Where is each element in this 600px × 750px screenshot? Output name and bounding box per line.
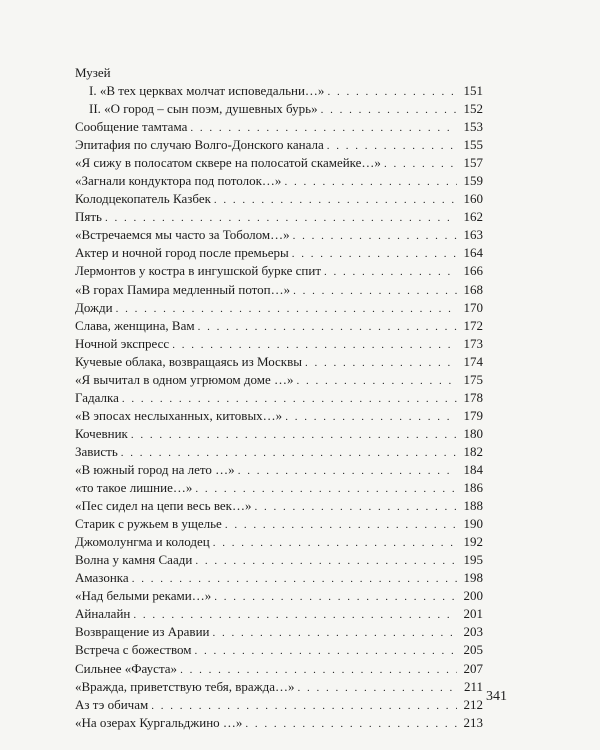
toc-entry: [75, 533, 483, 551]
toc-entry: [75, 623, 483, 641]
toc-entry-title: «Загнали кондуктора под потолок…»: [75, 173, 282, 189]
toc-entry-page: 195: [463, 552, 483, 568]
dot-leader: [213, 534, 457, 552]
toc-entry-title: «В горах Памира медленный потоп…»: [75, 281, 291, 297]
dot-leader: [293, 227, 457, 245]
toc-entry-title: Гадалка: [75, 389, 119, 405]
toc-entry-title: Эпитафия по случаю Волго-Донского канала: [75, 137, 324, 153]
toc-entry-page: 198: [463, 570, 483, 586]
dot-leader: [321, 101, 457, 119]
toc-entry: [75, 190, 483, 208]
toc-entry-title: Кучевые облака, возвращаясь из Москвы: [75, 353, 302, 369]
toc-entry-title: Волна у камня Саади: [75, 552, 193, 568]
dot-leader: [121, 444, 457, 462]
dot-leader: [131, 426, 457, 444]
toc-entry-page: 207: [463, 660, 483, 676]
toc-entry: [75, 479, 483, 497]
toc-entry-title: «Вражда, приветствую тебя, вражда…»: [75, 678, 295, 694]
toc-entry: [75, 605, 483, 623]
toc-entry: [75, 515, 483, 533]
section-title: Музей: [75, 65, 111, 80]
dot-leader: [254, 498, 457, 516]
dot-leader: [190, 119, 457, 137]
dot-leader: [285, 408, 457, 426]
dot-leader: [198, 318, 457, 336]
dot-leader: [132, 570, 457, 588]
toc-entry-page: 201: [463, 606, 483, 622]
toc-entry: [75, 82, 483, 100]
toc-entry: [75, 353, 483, 371]
dot-leader: [324, 263, 457, 281]
toc-entry: [75, 696, 483, 714]
toc-entry-title: Возвращение из Аравии: [75, 624, 210, 640]
toc-entry-title: «то такое лишние…»: [75, 480, 193, 496]
toc-entry-title: «В южный город на лето …»: [75, 461, 235, 477]
toc-entry: [75, 136, 483, 154]
dot-leader: [293, 282, 457, 300]
toc-entry-title: «Над белыми реками…»: [75, 588, 212, 604]
toc-entry: [75, 172, 483, 190]
toc-entry-title: Зависть: [75, 443, 118, 459]
toc-entry: [75, 714, 483, 732]
toc-entry-title: Джомолунгма и колодец: [75, 534, 210, 550]
toc-entry: [75, 641, 483, 659]
dot-leader: [297, 372, 457, 390]
toc-entry-title: Старик с ружьем в ущелье: [75, 516, 222, 532]
toc-entry: [75, 678, 483, 696]
toc-entry-title: Слава, женщина, Вам: [75, 317, 195, 333]
toc-entry-page: 186: [463, 480, 483, 496]
toc-entry-page: 184: [463, 461, 483, 477]
toc-entry-title: Сообщение тамтама: [75, 119, 188, 135]
toc-entry: [75, 389, 483, 407]
dot-leader: [214, 588, 457, 606]
toc-entry: [75, 371, 483, 389]
toc-entry-page: 160: [463, 191, 483, 207]
toc-entry-title: «Я сижу в полосатом сквере на полосатой скамейке…»: [75, 155, 381, 171]
toc-entry-page: 164: [463, 245, 483, 261]
toc-entry-title: «Встречаемся мы часто за Тоболом…»: [75, 227, 290, 243]
dot-leader: [180, 661, 457, 679]
toc-entry-page: 151: [463, 83, 483, 98]
dot-leader: [214, 191, 457, 209]
toc-entry: [75, 660, 483, 678]
dot-leader: [116, 300, 457, 318]
dot-leader: [298, 679, 458, 697]
toc-entry-page: 188: [463, 498, 483, 514]
dot-leader: [384, 155, 457, 173]
toc-entry: [75, 587, 483, 605]
toc-entry-title: Встреча с божеством: [75, 642, 192, 658]
toc-entry-title: Ночной экспресс: [75, 335, 170, 351]
toc-entry: [75, 497, 483, 515]
dot-leader: [245, 715, 457, 733]
toc-entry-page: 200: [463, 588, 483, 604]
toc-entry: [75, 208, 483, 226]
toc-entry-page: 170: [463, 299, 483, 315]
toc-entry: [75, 317, 483, 335]
toc-entry-title: «На озерах Кургальджино …»: [75, 714, 243, 730]
toc-entry-title: Лермонтов у костра в ингушской бурке спит: [75, 263, 322, 279]
dot-leader: [212, 624, 457, 642]
page-number: 341: [486, 689, 507, 704]
toc-entry-page: 192: [463, 534, 483, 550]
toc-entry: [75, 244, 483, 262]
table-of-contents: [75, 64, 483, 732]
toc-entry-page: 159: [463, 173, 483, 189]
toc-entry-title: Айналайн: [75, 606, 131, 622]
dot-leader: [225, 516, 457, 534]
toc-entry-page: 180: [463, 425, 483, 441]
toc-entry-page: 211: [463, 678, 483, 694]
toc-entry-page: 182: [463, 443, 483, 459]
toc-entry: [75, 461, 483, 479]
toc-entry: [75, 551, 483, 569]
toc-entry: [75, 281, 483, 299]
toc-entry-page: 190: [463, 516, 483, 532]
dot-leader: [305, 354, 457, 372]
toc-entry: [75, 100, 483, 118]
toc-entry-title: Амазонка: [75, 570, 129, 586]
toc-entry-page: 155: [463, 137, 483, 153]
dot-leader: [151, 697, 457, 715]
toc-entry: [75, 335, 483, 353]
toc-entry-page: 203: [463, 624, 483, 640]
toc-entry-title: Актер и ночной город после премьеры: [75, 245, 289, 261]
toc-entry-page: 168: [463, 281, 483, 297]
dot-leader: [284, 173, 457, 191]
toc-entry-page: 213: [463, 714, 483, 730]
toc-entry: [75, 425, 483, 443]
toc-entry-title: Аз тэ обичам: [75, 696, 149, 712]
toc-entry-title: I. «В тех церквах молчат исповедальни…»: [89, 83, 325, 98]
toc-entry-page: 172: [463, 317, 483, 333]
toc-entry-page: 205: [463, 642, 483, 658]
toc-entry-page: 157: [463, 155, 483, 171]
toc-entry-page: 153: [463, 119, 483, 135]
dot-leader: [194, 642, 457, 660]
toc-entry-page: 166: [463, 263, 483, 279]
dot-leader: [172, 336, 457, 354]
toc-entry-title: Пять: [75, 209, 102, 225]
toc-entry-title: «Я вычитал в одном угрюмом доме …»: [75, 371, 294, 387]
toc-entry-title: «В эпосах неслыханных, китовых…»: [75, 407, 283, 423]
toc-entry-page: 173: [463, 335, 483, 351]
dot-leader: [327, 137, 457, 155]
dot-leader: [195, 480, 457, 498]
dot-leader: [292, 245, 457, 263]
toc-entry-page: 174: [463, 353, 483, 369]
toc-entry: [75, 569, 483, 587]
toc-entry: [75, 154, 483, 172]
dot-leader: [105, 209, 457, 227]
toc-entry-page: 178: [463, 389, 483, 405]
toc-entry-page: 152: [463, 101, 483, 117]
dot-leader: [122, 390, 457, 408]
toc-entry-title: Кочевник: [75, 425, 128, 441]
toc-entry: [75, 262, 483, 280]
toc-entry-title: Дожди: [75, 299, 113, 315]
toc-entry-page: 163: [463, 227, 483, 243]
toc-entry: [75, 407, 483, 425]
toc-entry-page: 179: [463, 407, 483, 423]
toc-entry: [75, 299, 483, 317]
dot-leader: [195, 552, 457, 570]
toc-entry-page: 162: [463, 209, 483, 225]
dot-leader: [133, 606, 457, 624]
toc-entry-title: Колодцекопатель Казбек: [75, 191, 211, 207]
toc-entry: [75, 118, 483, 136]
toc-entry-title: II. «О город – сын поэм, душевных бурь»: [89, 101, 318, 117]
toc-entry-title: Сильнее «Фауста»: [75, 660, 178, 676]
toc-entry: [75, 443, 483, 461]
toc-entry-title: «Пес сидел на цепи весь век…»: [75, 498, 252, 514]
dot-leader: [238, 462, 457, 480]
toc-entry-page: 175: [463, 371, 483, 387]
dot-leader: [327, 83, 457, 101]
toc-entry-page: 212: [463, 696, 483, 712]
toc-entry: [75, 226, 483, 244]
